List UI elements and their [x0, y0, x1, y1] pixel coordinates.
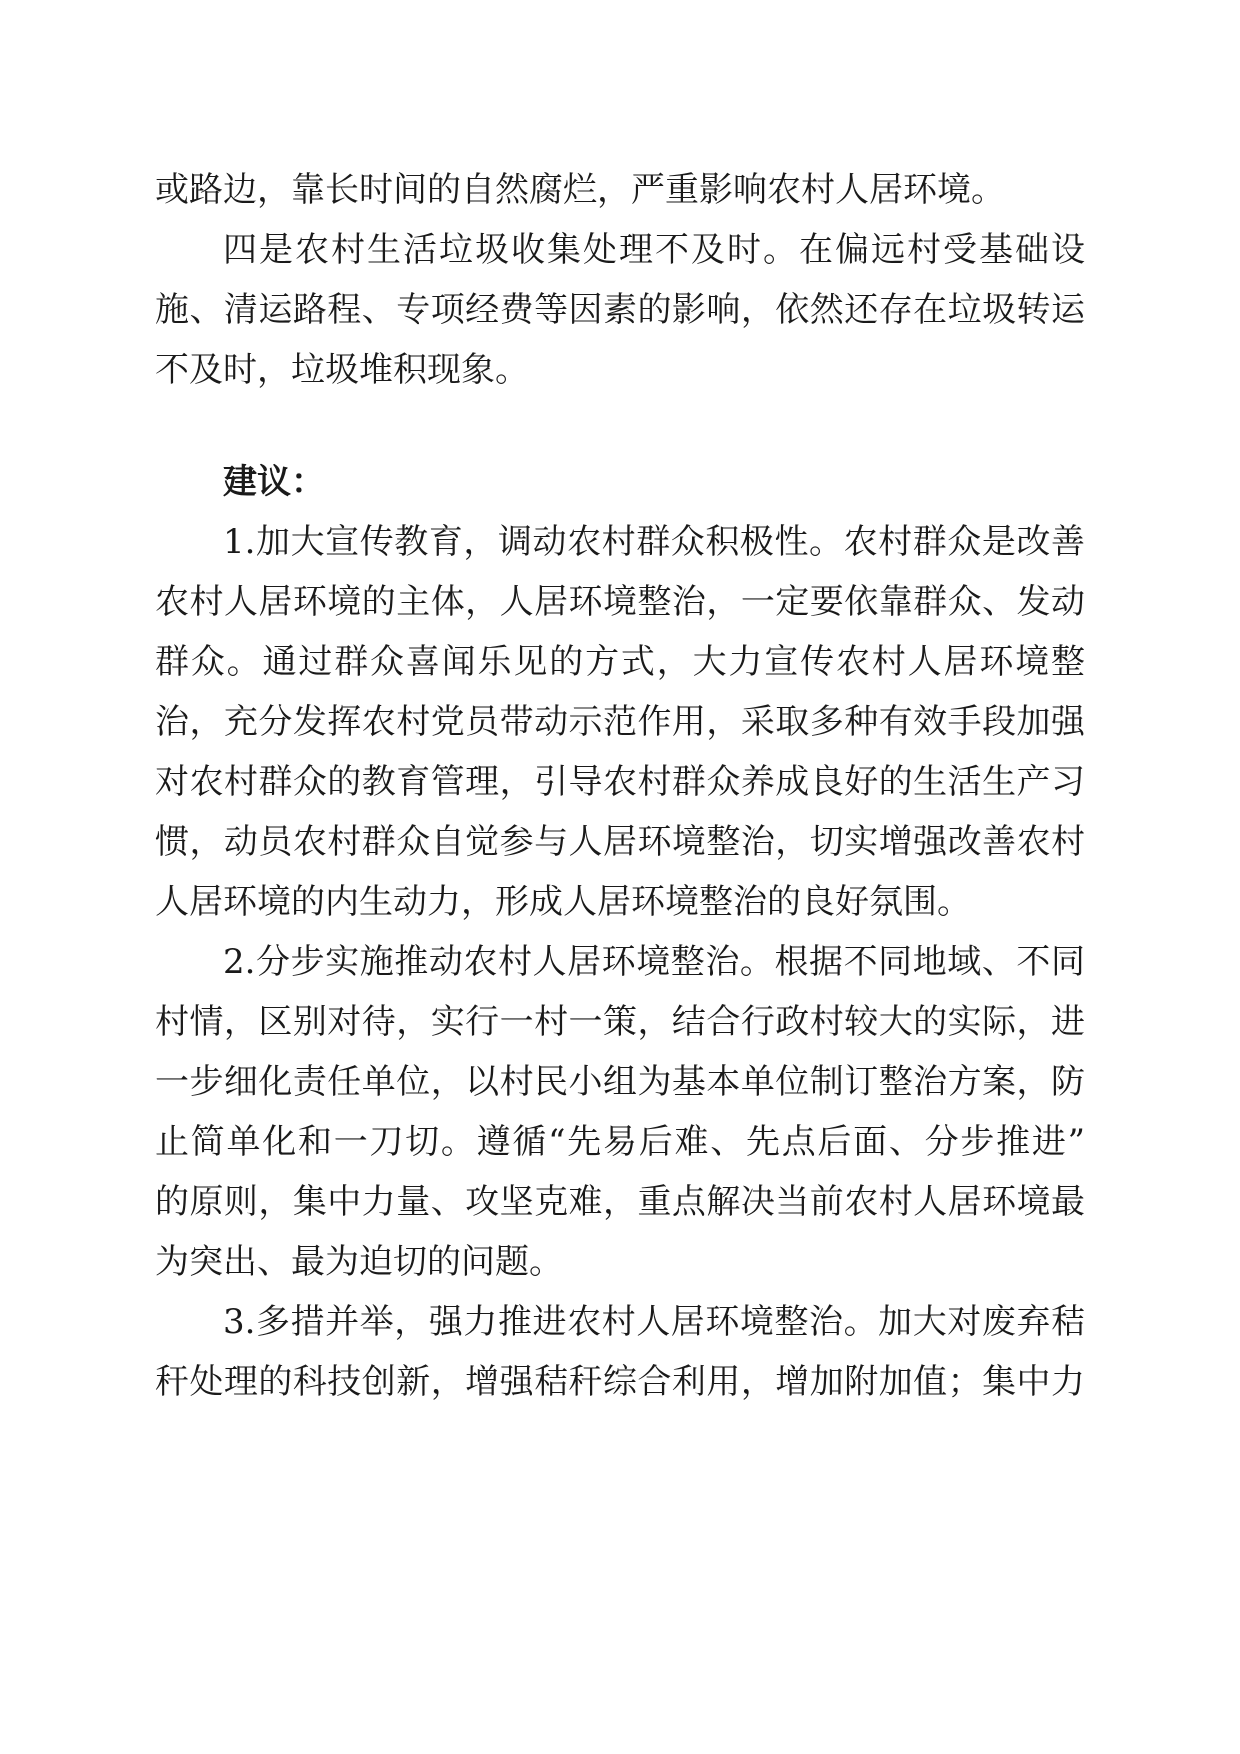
- paragraph-line: 群众。通过群众喜闻乐见的方式，大力宣传农村人居环境整: [155, 642, 1085, 682]
- paragraph-line: 村情，区别对待，实行一村一策，结合行政村较大的实际，进: [155, 1002, 1085, 1042]
- paragraph-line: 农村人居环境的主体，人居环境整治，一定要依靠群众、发动: [155, 582, 1085, 622]
- paragraph-line: 一步细化责任单位，以村民小组为基本单位制订整治方案，防: [155, 1062, 1085, 1102]
- paragraph-line: 对农村群众的教育管理，引导农村群众养成良好的生活生产习: [155, 762, 1085, 802]
- paragraph-line: 人居环境的内生动力，形成人居环境整治的良好氛围。: [155, 882, 971, 922]
- paragraph-line: 1.加大宣传教育，调动农村群众积极性。农村群众是改善: [223, 522, 1085, 562]
- paragraph-line: 四是农村生活垃圾收集处理不及时。在偏远村受基础设: [223, 230, 1085, 270]
- paragraph-line: 施、清运路程、专项经费等因素的影响，依然还存在垃圾转运: [155, 290, 1085, 330]
- paragraph-line: 为突出、最为迫切的问题。: [155, 1242, 563, 1282]
- paragraph-line: 3.多措并举，强力推进农村人居环境整治。加大对废弃秸: [223, 1302, 1085, 1342]
- paragraph-line: 2.分步实施推动农村人居环境整治。根据不同地域、不同: [223, 942, 1085, 982]
- paragraph-line: 秆处理的科技创新，增强秸秆综合利用，增加附加值；集中力: [155, 1362, 1085, 1402]
- paragraph-line: 或路边，靠长时间的自然腐烂，严重影响农村人居环境。: [155, 170, 1005, 210]
- paragraph-line: 止简单化和一刀切。遵循“先易后难、先点后面、分步推进”: [155, 1122, 1085, 1162]
- paragraph-line: 不及时，垃圾堆积现象。: [155, 350, 529, 390]
- paragraph-line: 的原则，集中力量、攻坚克难，重点解决当前农村人居环境最: [155, 1182, 1085, 1222]
- section-heading: 建议：: [223, 462, 325, 502]
- paragraph-line: 治，充分发挥农村党员带动示范作用，采取多种有效手段加强: [155, 702, 1085, 742]
- paragraph-line: 惯，动员农村群众自觉参与人居环境整治，切实增强改善农村: [155, 822, 1085, 862]
